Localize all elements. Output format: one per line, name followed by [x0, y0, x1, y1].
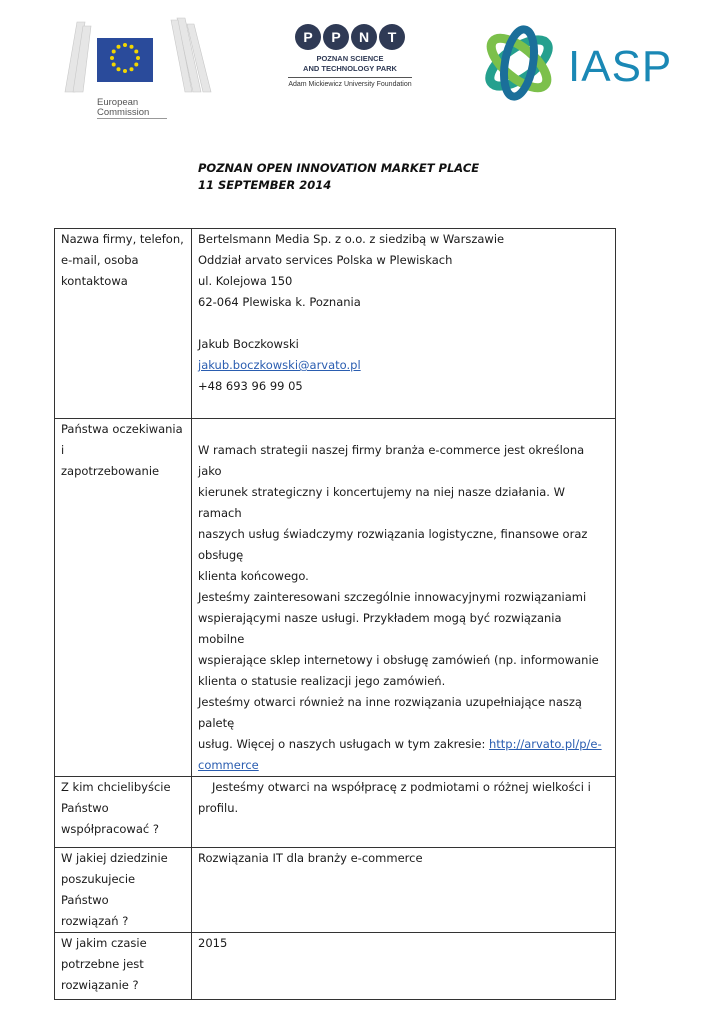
contact-email-link[interactable]: jakub.boczkowski@arvato.pl — [198, 358, 361, 372]
ec-name-line2: Commission — [97, 107, 150, 118]
label-expectations — [55, 419, 192, 777]
expectations-line: kierunek strategiczny i koncertujemy na niej nasze działania. W ramach — [198, 485, 565, 520]
label-field — [55, 848, 192, 933]
value-time — [192, 933, 616, 1000]
ppnt-letter: T — [379, 24, 405, 50]
expectations-line: wspierającymi nasze usługi. Przykładem mogą być rozwiązania mobilne — [198, 611, 562, 646]
label-partners — [55, 777, 192, 848]
ppnt-letter: P — [323, 24, 349, 50]
expectations-line: Jesteśmy zainteresowani szczególnie innowacyjnymi rozwiązaniami — [198, 590, 587, 604]
label-line: Z kim chcielibyście — [61, 780, 171, 794]
ppnt-logo — [270, 24, 430, 104]
time-answer: 2015 — [198, 936, 228, 950]
label-time — [55, 933, 192, 1000]
iasp-globe-icon — [478, 22, 560, 104]
label-line: zapotrzebowanie — [61, 464, 160, 478]
ppnt-divider — [288, 77, 412, 78]
table-row-time — [55, 933, 616, 1000]
ppnt-name-line2: AND TECHNOLOGY PARK — [303, 64, 397, 73]
ec-wordmark — [97, 98, 149, 118]
value-field — [192, 848, 616, 933]
expectations-line: naszych usług świadczymy rozwiązania logistyczne, finansowe oraz obsługę — [198, 527, 588, 562]
partners-line: Jesteśmy otwarci na współpracę z podmiotami o różnej wielkości i — [212, 780, 591, 794]
heading-title: POZNAN OPEN INNOVATION MARKET PLACE — [198, 161, 480, 175]
field-answer: Rozwiązania IT dla branży e-commerce — [198, 851, 423, 865]
expectations-line: W ramach strategii naszej firmy branża e-commerce jest określona jako — [198, 443, 585, 478]
partners-line: profilu. — [198, 801, 239, 815]
ppnt-foundation: Adam Mickiewicz University Foundation — [288, 81, 412, 88]
label-line: W jakim czasie — [61, 936, 147, 950]
document-heading — [198, 160, 479, 194]
table-row-company — [55, 229, 616, 419]
company-city: 62-064 Plewiska k. Poznania — [198, 295, 361, 309]
ppnt-letters — [270, 24, 430, 50]
ec-name-line1: European — [97, 97, 139, 108]
label-line: Państwa oczekiwania i — [61, 422, 183, 457]
ec-building-emblem-icon — [63, 14, 223, 94]
label-line: Nazwa firmy, telefon, — [61, 232, 184, 246]
label-line: W jakiej dziedzinie — [61, 851, 168, 865]
contact-phone: +48 693 96 99 05 — [198, 379, 303, 393]
spacer — [198, 313, 609, 334]
expectations-line: klienta o statusie realizacji jego zamówień. — [198, 674, 446, 688]
company-name: Bertelsmann Media Sp. z o.o. z siedzibą w Warszawie — [198, 232, 505, 246]
label-line: e-mail, osoba — [61, 253, 139, 267]
expectations-line — [198, 734, 609, 755]
label-line: Państwo — [61, 801, 109, 815]
label-line: współpracować ? — [61, 822, 159, 836]
arvato-link-part1[interactable]: http://arvato.pl/p/e- — [488, 737, 602, 751]
label-line: rozwiązanie ? — [61, 978, 139, 992]
table-row-field — [55, 848, 616, 933]
value-company — [192, 229, 616, 419]
label-line: potrzebne jest — [61, 957, 144, 971]
table-row-partners — [55, 777, 616, 848]
arvato-link-part2[interactable]: commerce — [198, 758, 259, 772]
table-row-expectations — [55, 419, 616, 777]
ppnt-name-line1: POZNAN SCIENCE — [316, 54, 384, 63]
expectations-line: Jesteśmy otwarci również na inne rozwiązania uzupełniające naszą paletę — [198, 695, 582, 730]
label-company — [55, 229, 192, 419]
value-expectations — [192, 419, 616, 777]
company-form-table — [54, 228, 616, 1000]
contact-name: Jakub Boczkowski — [198, 337, 299, 351]
company-street: ul. Kolejowa 150 — [198, 274, 293, 288]
ppnt-letter: N — [351, 24, 377, 50]
value-partners — [192, 777, 616, 848]
expectations-line: wspierające sklep internetowy i obsługę zamówień (np. informowanie — [198, 653, 599, 667]
ppnt-letter: P — [295, 24, 321, 50]
iasp-wordmark: IASP — [568, 42, 673, 91]
expectations-line: klienta końcowego. — [198, 569, 309, 583]
heading-date: 11 SEPTEMBER 2014 — [198, 178, 332, 192]
label-line: rozwiązań ? — [61, 914, 129, 928]
label-line: kontaktowa — [61, 274, 128, 288]
spacer — [198, 419, 609, 440]
european-commission-logo — [63, 14, 223, 126]
company-branch: Oddział arvato services Polska w Plewiskach — [198, 253, 453, 267]
link-lead-text: usług. Więcej o naszych usługach w tym zakresie: — [198, 737, 489, 751]
label-line: poszukujecie Państwo — [61, 872, 136, 907]
iasp-logo — [478, 22, 678, 104]
